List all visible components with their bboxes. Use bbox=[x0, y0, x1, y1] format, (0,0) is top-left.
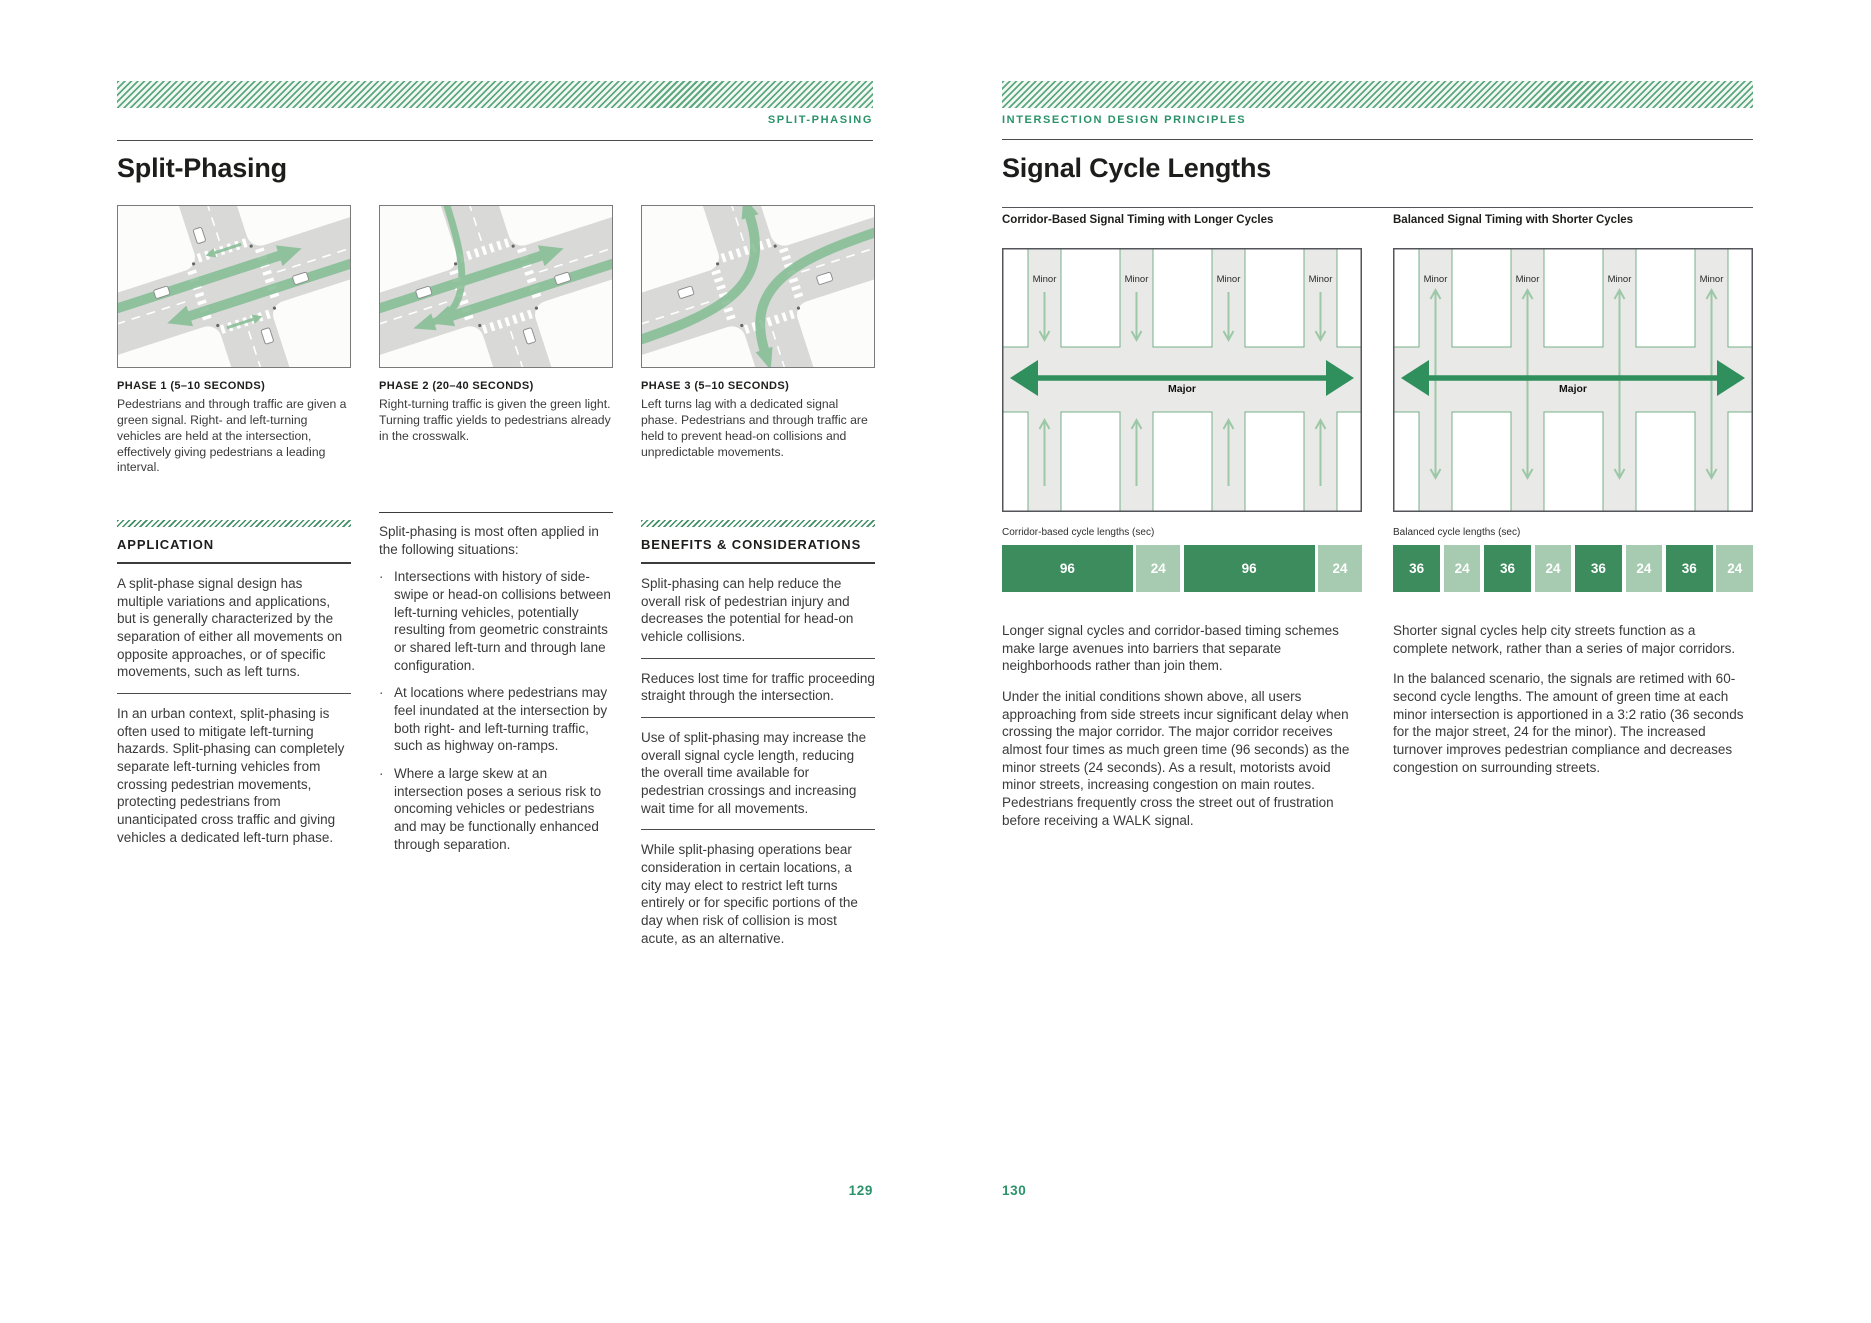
bar-captions-row bbox=[1002, 527, 1753, 538]
benefits-heading: BENEFITS & CONSIDERATIONS bbox=[641, 536, 875, 564]
cycle-bar-segment: 96 bbox=[1184, 545, 1315, 592]
bullet-text: · At locations where pedestrians may feel inundated at the intersection by both right- and left-turning traffic, such as highway on-ramps. bbox=[394, 685, 608, 754]
left-title-rule bbox=[117, 140, 873, 141]
phase-1-heading: PHASE 1 (5–10 SECONDS) bbox=[117, 380, 266, 392]
balanced-cycle-bars bbox=[1393, 545, 1753, 592]
diagrams-row bbox=[1002, 248, 1753, 512]
cycle-bar-segment: 24 bbox=[1626, 545, 1663, 592]
balanced-diagram bbox=[1393, 248, 1753, 512]
application-column bbox=[117, 520, 351, 846]
paragraph-rule bbox=[641, 829, 875, 830]
corridor-diagram bbox=[1002, 248, 1362, 512]
phase-1-text: Pedestrians and through traffic are given a green signal. Right- and left-turning vehicles are held at the intersection, effectively giving pedestrians a leading interval. bbox=[117, 397, 347, 475]
phase-3-heading: PHASE 3 (5–10 SECONDS) bbox=[641, 380, 790, 392]
phase-3-illustration bbox=[641, 205, 875, 368]
diagram-section-rule bbox=[1002, 207, 1753, 208]
svg-text:Minor: Minor bbox=[1515, 274, 1540, 285]
application-paragraph: A split-phase signal design has multiple variations and applications, but is generally characterized by the separation of either all movements on opposite approaches, or of specific movements, such as left turns. bbox=[117, 576, 343, 680]
cycle-bar-segment: 24 bbox=[1535, 545, 1572, 592]
cycle-bar-segment: 36 bbox=[1484, 545, 1531, 592]
right-page-number: 130 bbox=[1002, 1183, 1027, 1198]
cycle-bar-segment: 96 bbox=[1002, 545, 1133, 592]
right-title-rule bbox=[1002, 139, 1753, 140]
balanced-bars-caption: Balanced cycle lengths (sec) bbox=[1393, 527, 1521, 538]
svg-text:Minor: Minor bbox=[1032, 274, 1057, 285]
cycle-bar-segment: 36 bbox=[1575, 545, 1622, 592]
situations-intro: Split-phasing is most often applied in the following situations: bbox=[379, 524, 599, 557]
benefits-paragraph: Split-phasing can help reduce the overall risk of pedestrian injury and decreases the potential for head-on vehicle collisions. bbox=[641, 576, 854, 645]
right-body-row bbox=[1002, 622, 1753, 842]
phase-2-figure bbox=[379, 205, 613, 476]
right-hatch-bar bbox=[1002, 81, 1753, 108]
application-hatch-divider bbox=[117, 520, 351, 527]
application-heading: APPLICATION bbox=[117, 536, 351, 564]
corridor-cycle-bars bbox=[1002, 545, 1362, 592]
application-paragraph: In an urban context, split-phasing is often used to mitigate left-turning hazards. Split-phasing can completely separate left-turning vehicles from crossing pedestrian movements, protecting pedestrians from unanticipated cross traffic and giving vehicles a dedicated left-turn phase. bbox=[117, 706, 345, 845]
phase-1-figure bbox=[117, 205, 351, 476]
balanced-body-column bbox=[1393, 622, 1753, 842]
phase-3-figure bbox=[641, 205, 875, 476]
body-paragraph: In the balanced scenario, the signals are retimed with 60-second cycle lengths. The amount of green time at each minor intersection is apportioned in a 3:2 ratio (36 seconds for the major street, 24 for the minor). The increased turnover improves pedestrian compliance and decreases congestion on surrounding streets. bbox=[1393, 671, 1744, 775]
benefits-paragraph: While split-phasing operations bear consideration in certain locations, a city may elect to restrict left turns entirely or for specific portions of the day when risk of collision is most acute, as an alternative. bbox=[641, 842, 858, 946]
left-page-title: Split-Phasing bbox=[117, 153, 287, 183]
cycle-bar-segment: 24 bbox=[1136, 545, 1180, 592]
situations-bullet bbox=[379, 765, 613, 853]
phase-3-text: Left turns lag with a dedicated signal phase. Pedestrians and through traffic are held to prevent head-on collisions and unpredictable movements. bbox=[641, 397, 868, 459]
left-page-number: 129 bbox=[848, 1183, 873, 1198]
svg-text:Major: Major bbox=[1558, 383, 1588, 395]
phase-1-illustration bbox=[117, 205, 351, 368]
paragraph-rule bbox=[117, 693, 351, 694]
benefits-paragraph: Reduces lost time for traffic proceeding straight through the intersection. bbox=[641, 670, 875, 704]
svg-text:Minor: Minor bbox=[1423, 274, 1448, 285]
phase-2-illustration bbox=[379, 205, 613, 368]
left-section-label: SPLIT-PHASING bbox=[767, 114, 873, 126]
left-hatch-bar bbox=[117, 81, 873, 108]
right-page-title: Signal Cycle Lengths bbox=[1002, 153, 1272, 183]
corridor-body-column bbox=[1002, 622, 1362, 842]
paragraph-rule bbox=[641, 658, 875, 659]
svg-text:Minor: Minor bbox=[1124, 274, 1149, 285]
right-section-label: INTERSECTION DESIGN PRINCIPLES bbox=[1002, 114, 1247, 126]
svg-text:Major: Major bbox=[1167, 383, 1197, 395]
corridor-bars-caption: Corridor-based cycle lengths (sec) bbox=[1002, 527, 1155, 538]
svg-text:Minor: Minor bbox=[1699, 274, 1724, 285]
svg-text:Minor: Minor bbox=[1216, 274, 1241, 285]
body-paragraph: Shorter signal cycles help city streets function as a complete network, rather than a series of major corridors. bbox=[1393, 623, 1736, 656]
situations-top-rule bbox=[379, 512, 613, 513]
situations-bullet bbox=[379, 684, 613, 755]
phase-figures-row bbox=[117, 205, 875, 476]
corridor-diagram-title: Corridor-Based Signal Timing with Longer Cycles bbox=[1002, 214, 1274, 226]
phase-2-text: Right-turning traffic is given the green light. Turning traffic yields to pedestrians already in the crosswalk. bbox=[379, 397, 611, 443]
cycle-bar-segment: 24 bbox=[1318, 545, 1362, 592]
body-paragraph: Under the initial conditions shown above, all users approaching from side streets incur significant delay when crossing the major corridor. The major corridor receives almost four times as much green time (96 seconds) as the minor streets (24 seconds). As a result, motorists avoid minor streets, increasing congestion on main routes. Pedestrians frequently cross the street out of frustration before receiving a WALK signal. bbox=[1002, 689, 1350, 828]
benefits-paragraph: Use of split-phasing may increase the overall signal cycle length, reducing the overall time available for pedestrian crossings and increasing wait time for all movements. bbox=[641, 730, 867, 816]
cycle-bar-segment: 24 bbox=[1716, 545, 1753, 592]
benefits-hatch-divider bbox=[641, 520, 875, 527]
cycle-bars-row bbox=[1002, 545, 1753, 592]
paragraph-rule bbox=[641, 717, 875, 718]
cycle-bar-segment: 36 bbox=[1666, 545, 1713, 592]
body-paragraph: Longer signal cycles and corridor-based timing schemes make large avenues into barriers that separate neighborhoods rather than join them. bbox=[1002, 623, 1339, 674]
situations-bullet bbox=[379, 568, 613, 674]
benefits-column bbox=[641, 520, 875, 947]
bullet-text: · Intersections with history of side-swipe or head-on collisions between left-turning vehicles, potentially resulting from geometric constraints or shared left-turn and through lane configuration. bbox=[394, 569, 611, 673]
phase-2-heading: PHASE 2 (20–40 SECONDS) bbox=[379, 380, 534, 392]
bullet-text: · Where a large skew at an intersection poses a serious risk to oncoming vehicles or pedestrians and may be functionally enhanced through separation. bbox=[394, 766, 602, 852]
situations-column bbox=[379, 512, 613, 853]
cycle-bar-segment: 24 bbox=[1444, 545, 1481, 592]
cycle-bar-segment: 36 bbox=[1393, 545, 1440, 592]
diagram-titles-row bbox=[1002, 214, 1753, 226]
svg-text:Minor: Minor bbox=[1308, 274, 1333, 285]
balanced-diagram-title: Balanced Signal Timing with Shorter Cycles bbox=[1393, 214, 1634, 226]
svg-text:Minor: Minor bbox=[1607, 274, 1632, 285]
